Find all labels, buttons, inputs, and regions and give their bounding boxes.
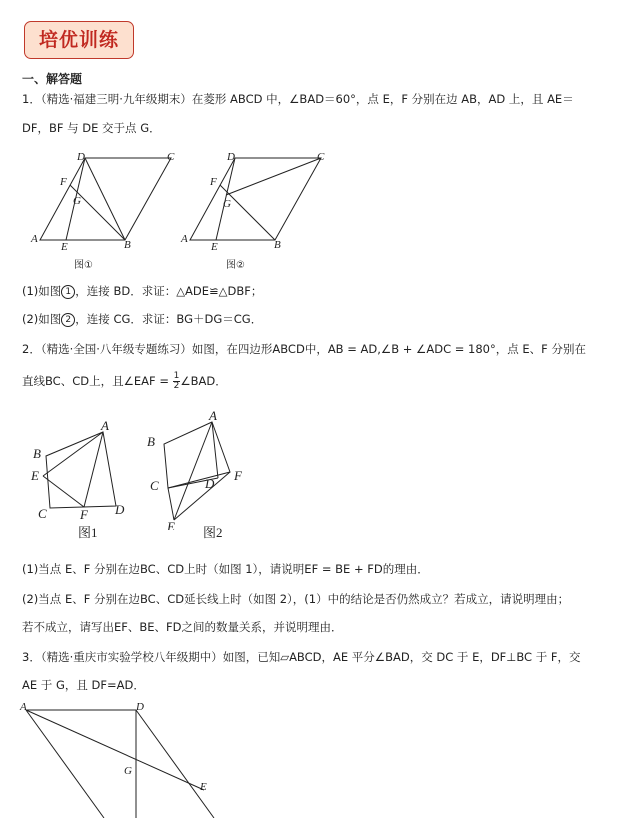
svg-text:C: C xyxy=(317,151,325,163)
svg-text:E: E xyxy=(211,241,218,250)
svg-text:F: F xyxy=(210,176,217,188)
svg-text:D: D xyxy=(115,502,125,517)
svg-text:C: C xyxy=(150,478,159,493)
svg-text:B: B xyxy=(33,446,41,461)
svg-text:G: G xyxy=(223,198,231,210)
q2-line2: 直线BC、CD上，且∠EAF = $\frac{1}{2}$ ∠BAD． xyxy=(22,371,227,391)
q2-figure-1 xyxy=(28,418,138,523)
q2-part2-line2: 若不成立，请写出EF、BE、FD之间的数量关系，并说明理由． xyxy=(22,620,343,634)
section-title: 一、解答题 xyxy=(22,72,83,86)
svg-text:A: A xyxy=(20,701,27,713)
svg-text:F: F xyxy=(60,176,67,188)
svg-text:B: B xyxy=(124,239,131,250)
svg-text:D: D xyxy=(77,151,85,163)
training-badge: 培优训练 xyxy=(24,21,134,59)
q1-part2: (2)如图 2 ，连接 CG．求证：BG＋DG＝CG． xyxy=(22,312,263,326)
q3-line2: AE 于 G，且 DF=AD． xyxy=(22,678,145,692)
q3-figure xyxy=(14,698,234,818)
q1-figure-1 xyxy=(28,150,178,250)
q2-fig2-caption: 图2 xyxy=(203,525,223,540)
svg-text:D: D xyxy=(136,701,144,713)
q3-line1: 3．（精选·重庆市实验学校八年级期中）如图，已知▱ABCD，AE 平分∠BAD，交 DC 于 E，DF⊥BC 于 F，交 xyxy=(22,650,581,664)
q1-part1: (1)如图 1 ，连接 BD．求证：△ADE≌△DBF； xyxy=(22,284,263,298)
svg-text:E: E xyxy=(31,468,39,483)
svg-text:D: D xyxy=(205,476,215,491)
svg-text:C: C xyxy=(38,506,47,521)
q1-line1: 1．（精选·福建三明·九年级期末）在菱形 ABCD 中，∠BAD＝60°，点 E，F 分别在边 AB，AD 上，且 AE＝ xyxy=(22,92,574,106)
q2-line1: 2．（精选·全国·八年级专题练习）如图，在四边形ABCD中，AB = AD,∠B + ∠ADC = 180°，点 E、F 分别在 xyxy=(22,342,586,356)
svg-text:G: G xyxy=(124,765,132,777)
svg-text:E: E xyxy=(200,781,207,793)
svg-text:D: D xyxy=(227,151,235,163)
svg-text:C: C xyxy=(167,151,175,163)
fraction-one-half: $\frac{1}{2}$ xyxy=(173,371,180,391)
q2-figure-2 xyxy=(142,410,262,530)
q1-figure-2 xyxy=(178,150,328,250)
q2-part1: (1)当点 E、F 分别在边BC、CD上时（如图 1），请说明EF = BE + FD的理由． xyxy=(22,562,429,576)
svg-text:A: A xyxy=(209,410,217,423)
q1-fig2-caption: 图② xyxy=(226,260,245,271)
svg-text:F: F xyxy=(80,507,88,522)
q1-fig1-caption: 图① xyxy=(74,260,93,271)
svg-text:E: E xyxy=(167,519,175,530)
svg-text:A: A xyxy=(181,233,188,245)
q2-part2-line1: (2)当点 E、F 分别在边BC、CD延长线上时（如图 2），(1）中的结论是否仍然成立？若成立，请说明理由； xyxy=(22,592,570,606)
figure-number-circle: 1 xyxy=(61,285,75,299)
svg-text:B: B xyxy=(274,239,281,250)
svg-text:A: A xyxy=(101,418,109,433)
svg-text:F: F xyxy=(234,468,242,483)
svg-text:E: E xyxy=(61,241,68,250)
figure-number-circle: 2 xyxy=(61,313,75,327)
svg-text:G: G xyxy=(73,195,81,207)
q1-line2: DF，BF 与 DE 交于点 G． xyxy=(22,121,161,135)
svg-text:A: A xyxy=(31,233,38,245)
q2-fig1-caption: 图1 xyxy=(78,525,98,540)
svg-text:B: B xyxy=(147,434,155,449)
